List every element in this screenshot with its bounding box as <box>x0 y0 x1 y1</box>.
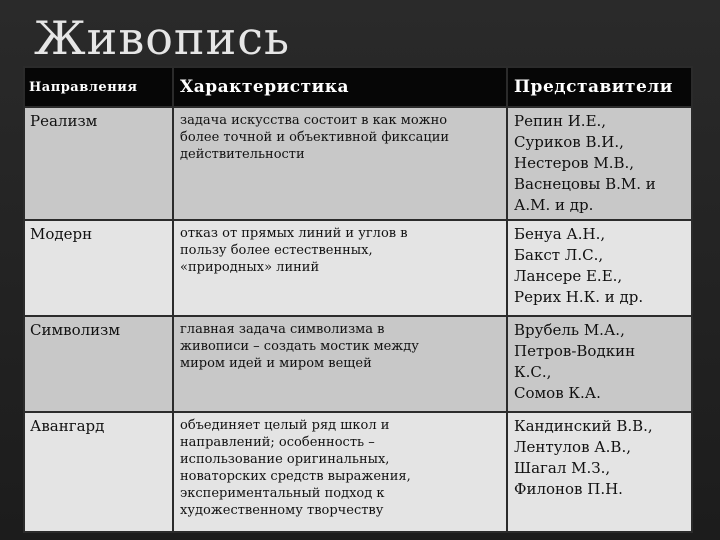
description-line: главная задача символизма в <box>180 322 385 337</box>
direction-cell: Модерн <box>24 220 173 316</box>
description-line: новаторских средств выражения, <box>180 469 411 484</box>
slide-title: Живопись <box>34 11 291 65</box>
direction-cell: Реализм <box>24 107 173 220</box>
painting-table <box>23 66 693 533</box>
description-line: направлений; особенность – <box>180 435 375 450</box>
representative: Петров-Водкин <box>514 342 636 360</box>
description-line: художественному творчеству <box>180 503 384 518</box>
representative: Нестеров М.В., <box>514 154 635 172</box>
representative: Лентулов А.В., <box>514 438 631 456</box>
description-cell <box>173 107 507 220</box>
description-line: задача искусства состоит в как можно <box>180 113 448 128</box>
direction-cell: Авангард <box>24 412 173 532</box>
description-line: миром идей и миром вещей <box>180 356 372 371</box>
representative: Бенуа А.Н., <box>514 225 606 243</box>
representative: Суриков В.И., <box>514 133 624 151</box>
table-header-row <box>24 67 692 107</box>
description-line: «природных» линий <box>180 260 320 275</box>
representative: Лансере Е.Е., <box>514 267 623 285</box>
representative: Филонов П.Н. <box>514 480 623 498</box>
table-row <box>24 220 692 316</box>
representative: А.М. и др. <box>514 196 594 214</box>
description-line: отказ от прямых линий и углов в <box>180 226 408 241</box>
representative: Васнецовы В.М. и <box>514 175 656 193</box>
description-line: более точной и объективной фиксации <box>180 130 450 145</box>
header-characteristics: Характеристика <box>173 67 507 107</box>
description-line: живописи – создать мостик между <box>180 339 419 354</box>
description-line: использование оригинальных, <box>180 452 390 467</box>
representative: Шагал М.З., <box>514 459 611 477</box>
description-cell <box>173 220 507 316</box>
description-line: объединяет целый ряд школ и <box>180 418 390 433</box>
description-line: пользу более естественных, <box>180 243 373 258</box>
representative: Рерих Н.К. и др. <box>514 288 644 306</box>
description-cell <box>173 316 507 412</box>
representative: Сомов К.А. <box>514 384 601 402</box>
representative: Бакст Л.С., <box>514 246 604 264</box>
representative: Врубель М.А., <box>514 321 625 339</box>
header-representatives: Представители <box>507 67 692 107</box>
table-row <box>24 412 692 532</box>
representatives-cell <box>507 412 692 532</box>
direction-cell: Символизм <box>24 316 173 412</box>
representatives-cell <box>507 316 692 412</box>
table-row <box>24 316 692 412</box>
description-cell <box>173 412 507 532</box>
header-directions: Направления <box>24 67 173 107</box>
representatives-cell <box>507 107 692 220</box>
table-row <box>24 107 692 220</box>
representative: Кандинский В.В., <box>514 417 653 435</box>
representative: Репин И.Е., <box>514 112 607 130</box>
representative: К.С., <box>514 363 552 381</box>
description-line: экспериментальный подход к <box>180 486 385 501</box>
representatives-cell <box>507 220 692 316</box>
description-line: действительности <box>180 147 305 162</box>
